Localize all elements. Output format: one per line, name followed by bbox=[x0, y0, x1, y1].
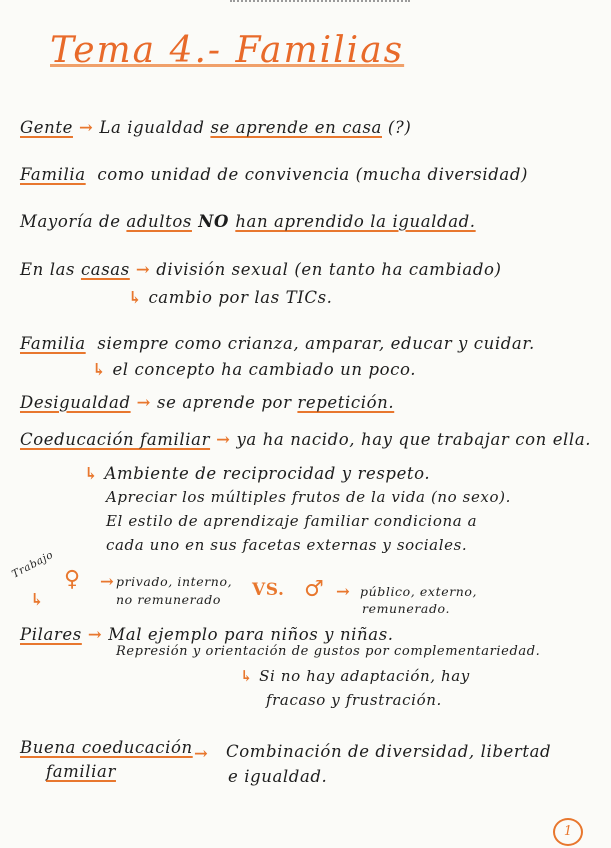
note-line bbox=[20, 738, 193, 757]
note-text: Combinación de diversidad, libertad bbox=[226, 742, 552, 761]
note-text: el concepto ha cambiado un poco. bbox=[112, 360, 417, 379]
term-casas: casas bbox=[80, 260, 130, 279]
page-title: Tema 4.- Familias bbox=[50, 30, 405, 71]
note-line bbox=[20, 260, 502, 279]
note-text: En las bbox=[20, 260, 81, 279]
note-text: Si no hay adaptación, hay bbox=[259, 667, 470, 685]
note-text: La igualdad bbox=[99, 118, 211, 137]
term-adultos: adultos bbox=[126, 212, 192, 231]
male-symbol-icon: ♂ bbox=[304, 576, 325, 602]
note-line bbox=[128, 288, 333, 307]
note-text: El estilo de aprendizaje familiar condiciona a bbox=[106, 512, 478, 530]
term-pilares: Pilares bbox=[20, 625, 82, 644]
note-line bbox=[84, 464, 430, 483]
note-text: no remunerado bbox=[116, 592, 222, 607]
arrow-icon: → bbox=[135, 260, 151, 279]
sub-arrow-icon: ↳ bbox=[84, 464, 99, 483]
arrow-icon: → bbox=[194, 744, 209, 763]
note-line bbox=[20, 393, 394, 412]
top-marks bbox=[230, 0, 410, 6]
vs-label: VS. bbox=[252, 580, 285, 600]
note-line bbox=[106, 512, 477, 530]
trabajo-tag: Trabajo bbox=[10, 548, 56, 581]
sub-arrow-icon: ↳ bbox=[92, 360, 107, 379]
note-text: (?) bbox=[381, 118, 412, 137]
note-text: Apreciar los múltiples frutos de la vida (no sexo). bbox=[106, 488, 511, 506]
note-line bbox=[266, 691, 442, 709]
note-line bbox=[20, 430, 591, 449]
note-text: siempre como crianza, amparar, educar y cuidar. bbox=[97, 334, 535, 353]
arrow-icon: → bbox=[87, 625, 103, 644]
note-line bbox=[240, 667, 470, 685]
note-text: ya ha nacido, hay que trabajar con ella. bbox=[236, 430, 592, 449]
note-text: fracaso y frustración. bbox=[266, 691, 442, 709]
note-text: como unidad de convivencia (mucha diversidad) bbox=[97, 165, 529, 184]
note-text: Ambiente de reciprocidad y respeto. bbox=[104, 464, 431, 483]
note-text: cada uno en sus facetas externas y sociales. bbox=[106, 536, 468, 554]
note-line bbox=[20, 625, 394, 644]
note-line bbox=[106, 488, 511, 506]
term-familia: Familia bbox=[20, 334, 86, 353]
note-text: remunerado. bbox=[362, 601, 451, 616]
note-line bbox=[106, 536, 467, 554]
arrow-icon: → bbox=[336, 582, 351, 601]
note-text: público, externo, bbox=[360, 584, 478, 599]
note-line bbox=[20, 165, 528, 184]
note-line bbox=[20, 212, 476, 231]
note-text: repetición. bbox=[297, 393, 395, 412]
term-coeducacion: Coeducación familiar bbox=[20, 430, 211, 449]
note-text: e igualdad. bbox=[228, 767, 328, 786]
arrow-icon: → bbox=[100, 572, 115, 591]
term-gente: Gente bbox=[20, 118, 73, 137]
arrow-icon: → bbox=[136, 393, 152, 412]
page-number: 1 bbox=[553, 818, 583, 846]
female-symbol-icon: ♀ bbox=[64, 566, 81, 592]
term-familiar: familiar bbox=[46, 762, 116, 781]
term-familia: Familia bbox=[20, 165, 86, 184]
sub-arrow-icon: ↳ bbox=[240, 667, 254, 685]
arrow-icon: → bbox=[216, 430, 231, 449]
note-text: cambio por las TICs. bbox=[148, 288, 333, 307]
sub-arrow-icon: ↳ bbox=[128, 288, 143, 307]
note-text: han aprendido la igualdad. bbox=[235, 212, 476, 231]
note-line bbox=[116, 644, 540, 659]
term-desigualdad: Desigualdad bbox=[20, 393, 131, 412]
note-text: privado, interno, bbox=[116, 574, 233, 589]
note-line bbox=[92, 360, 416, 379]
sub-arrow-icon: ↳ bbox=[30, 590, 45, 609]
note-text: división sexual (en tanto ha cambiado) bbox=[156, 260, 502, 279]
arrow-icon: → bbox=[78, 118, 94, 137]
note-line bbox=[46, 762, 116, 781]
note-text: Represión y orientación de gustos por complementariedad. bbox=[116, 644, 541, 659]
note-text: NO bbox=[191, 212, 236, 231]
note-text: se aprende en casa bbox=[210, 118, 382, 137]
note-text: Mal ejemplo para niños y niñas. bbox=[108, 625, 394, 644]
note-text: se aprende por bbox=[157, 393, 298, 412]
note-line bbox=[20, 118, 411, 137]
term-buena-coeducacion: Buena coeducación bbox=[20, 738, 193, 757]
note-line bbox=[20, 334, 535, 353]
note-text: Mayoría de bbox=[20, 212, 127, 231]
